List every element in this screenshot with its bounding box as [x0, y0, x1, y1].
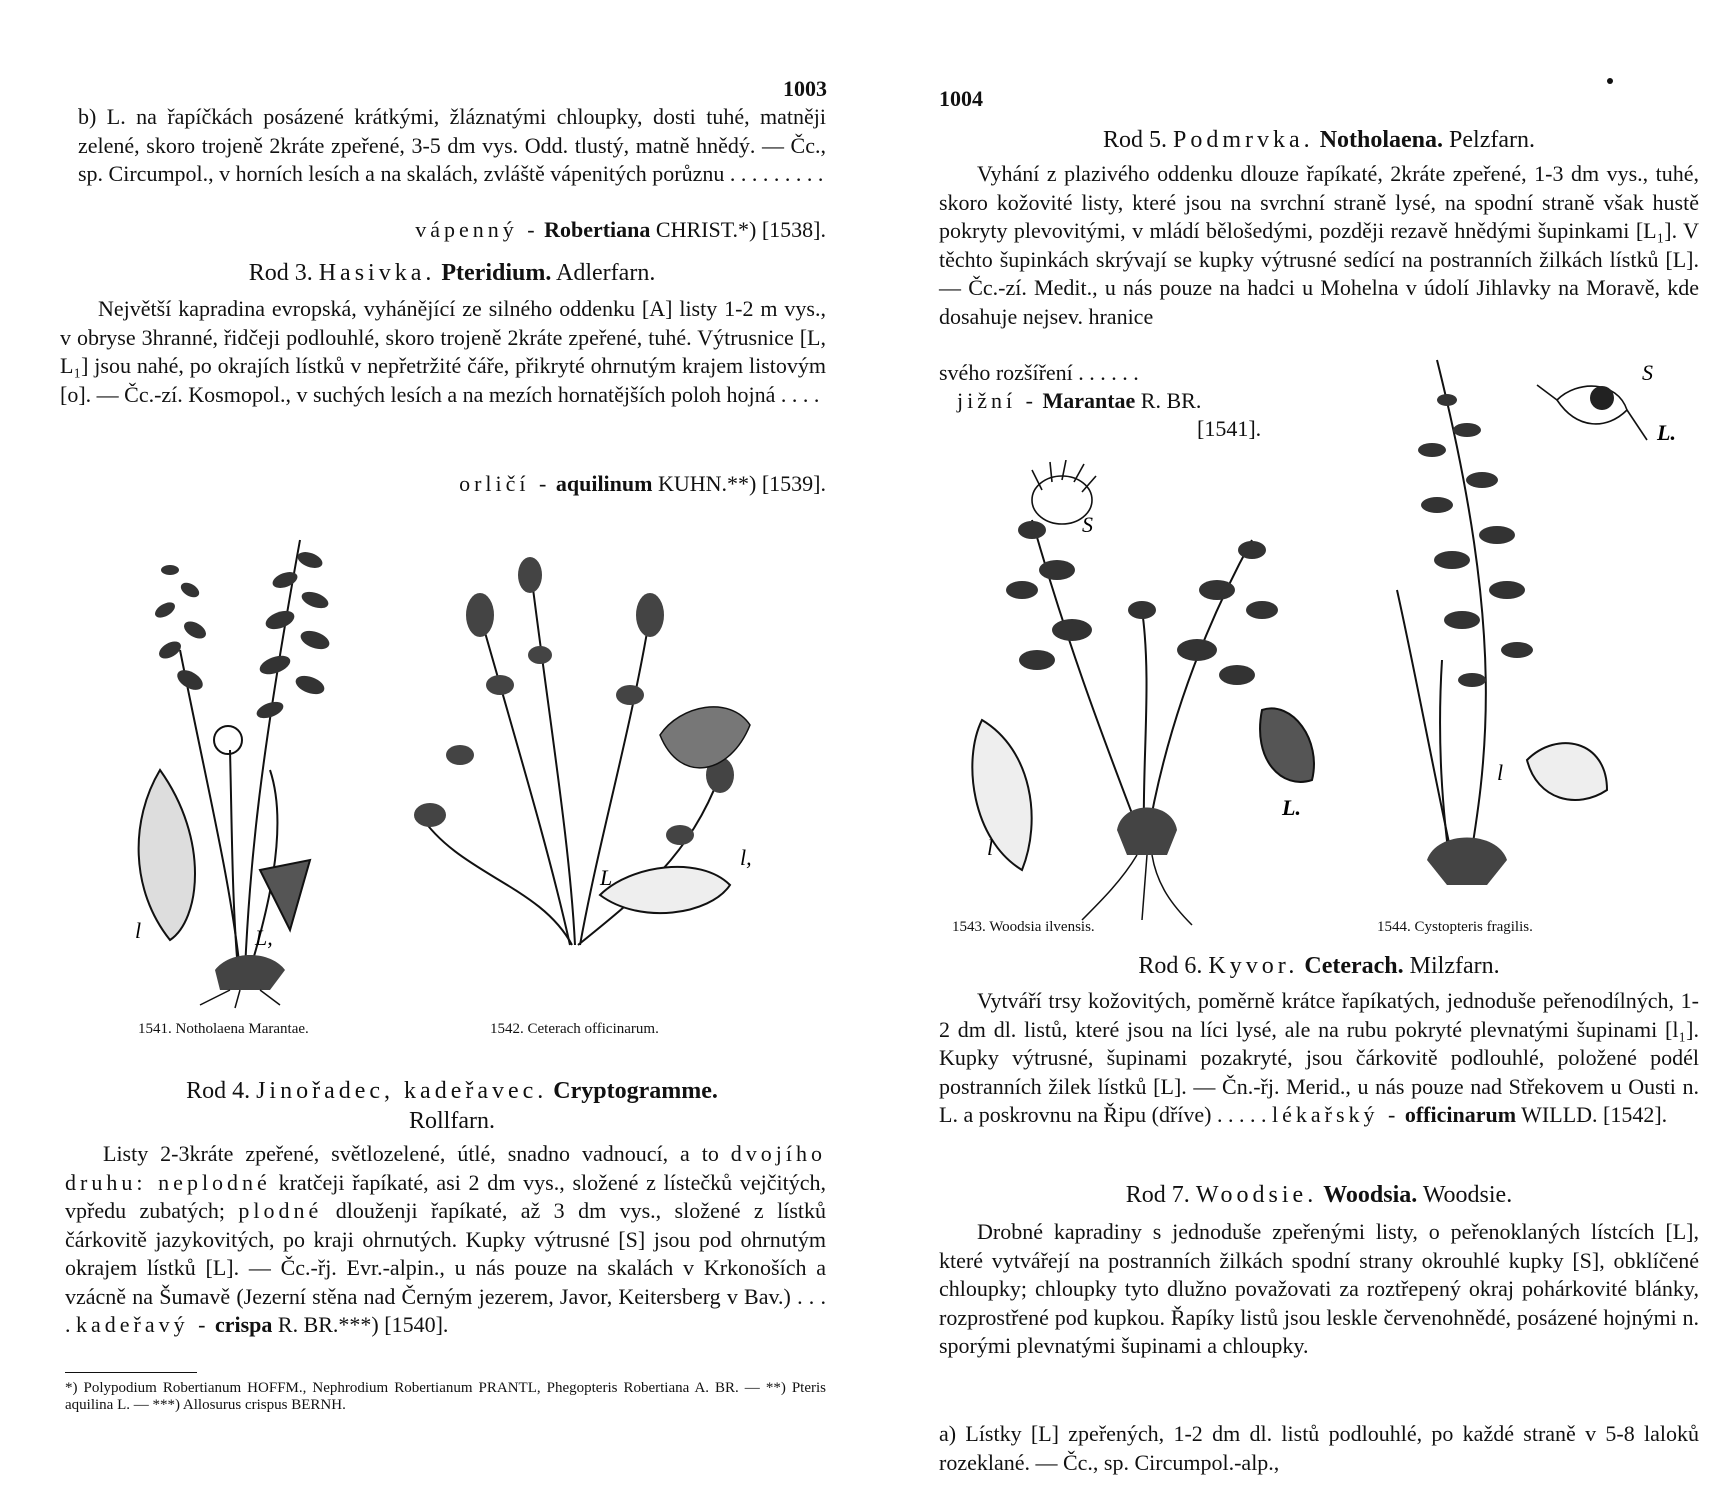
illustration-ceterach — [400, 555, 760, 975]
illustration-woodsia — [962, 460, 1342, 930]
rod-5-number: [1541]. — [1197, 416, 1262, 441]
caption-1542: 1542. Ceterach officinarum. — [490, 1021, 659, 1037]
svg-text:l,: l, — [740, 845, 752, 870]
rod-5-species: jižní - Marantae R. BR. — [957, 388, 1202, 413]
heading-rod-7: Rod 7. Woodsie. Woodsia. Woodsie. — [1125, 1182, 1513, 1208]
rod-3-description: Největší kapradina evropská, vyhánějící ze silného oddenku [A] listy 1-2 m vys., v obryse 3hranné, řidčeji podlouhlé, skoro trojeně 2kráte zpeřené, tuhé. Výtrusnice [L, L₁] jsou nahé, po okrajích lístků v nepřetržité čáře, přikryté ohrnutým krajem listovým [o]. — Čc.-zí. Kosmopol., v suchých lesích a na mezích hornatějších poloh hojná . . . . — [60, 296, 826, 407]
caption-1544: 1544. Cystopteris fragilis. — [1377, 919, 1533, 935]
illustration-cystopteris — [1357, 340, 1697, 930]
rod-5-description: Vyhání z plazivého oddenku dlouze řapíkaté, 2kráte zpeřené, 1-3 dm vys., tuhé, skoro kožovité listy, které jsou na svrchní straně lysé, na spodní straně však hustě pokryty plevovitými, v mládí bělošedými, později rezavě hnědými šupinkami [L₁]. V těchto šupinkách skrývají se kupky výtrusné sedící na postranních žilkách lístků [L]. — Čc.-zí. Medit., u nás pouze na hadci u Mohelna v údolí Jihlavky na Moravě, kde dosahuje nejsev. hranice — [939, 161, 1699, 329]
rod-5-end: svého rozšíření . . . . . . — [939, 360, 1139, 385]
heading-rod-6: Rod 6. Kyvor. Ceterach. Milzfarn. — [1138, 953, 1500, 979]
footnotes: *) Polypodium Robertianum HOFFM., Nephrodium Robertianum PRANTL, Phegopteris Robertiana A. BR. — **) Pteris aquilina L. — ***) Allosurus crispus BERNH. — [65, 1380, 826, 1413]
heading-rod-5: Rod 5. Podmrvka. Notholaena. Pelzfarn. — [1103, 127, 1535, 153]
entry-b-species: vápenný - Robertiana CHRIST.*) [1538]. — [415, 217, 826, 242]
svg-text:L.: L. — [1282, 795, 1301, 820]
caption-1543: 1543. Woodsia ilvensis. — [952, 919, 1095, 935]
rod-4-description: Listy 2-3kráte zpeřené, světlozelené, útlé, snadno vadnoucí, a to dvojího druhu: neplodné kratčeji řapíkaté, asi 2 dm vys., složené z lístečků vejčitých, vpředu zubatých; plodné dlouženji řapíkaté, až 3 dm vys., složené z lístků čárkovitě jazykovitých, po kraji ohrnutých. Kupky výtrusné [S] jsou pod ohrnutým okrajem lístků [L]. — Čc.-řj. Evr.-alpin., u nás pouze na skalách v Krkonoších a vzácně na Šumavě (Jezerní stěna nad Černým jezerem, Javor, Keitersberg v Bav.) . . . . kadeřavý - crispa R. BR.***) [1540]. — [65, 1141, 827, 1337]
svg-text:L,: L, — [255, 925, 273, 950]
svg-text:L.: L. — [1657, 420, 1676, 445]
heading-rod-4: Rod 4. Jinořadec, kadeřavec. Cryptogramme. Rollfarn. — [186, 1078, 718, 1134]
svg-text:l: l — [1497, 760, 1504, 785]
caption-1541: 1541. Notholaena Marantae. — [138, 1021, 309, 1037]
svg-text:S: S — [1642, 360, 1653, 385]
page-number: 1004 — [939, 86, 983, 111]
rod-7-key-a: a) Lístky [L] zpeřených, 1-2 dm dl. listů podlouhlé, po každé straně v 5-8 laloků rozeklané. — Čc., sp. Circumpol.-alp., — [939, 1421, 1699, 1475]
svg-text:l: l — [135, 918, 142, 943]
svg-text:L: L — [600, 865, 613, 890]
rod-3-species: orličí - aquilinum KUHN.**) [1539]. — [459, 471, 826, 496]
rod-6-description: Vytváří trsy kožovitých, poměrně krátce řapíkatých, jednoduše peřenodílných, 1-2 dm dl. listů, které jsou na líci lysé, ale na rubu pokryté plevnatými šupinami [l₁]. Kupky výtrusné, šupinami pozakryté, jsou čárkovitě podlouhlé, položené podél postranních žilek lístků [L]. — Čn.-řj. Merid., u nás pouze nad Střekovem u Ousti n. L. a poskrovnu na Řipu (dříve) . . . . . lékařský - officinarum WILLD. [1542]. — [939, 988, 1699, 1127]
footnote-rule — [65, 1372, 197, 1373]
svg-text:l: l — [987, 835, 994, 860]
right-page — [867, 0, 1734, 1501]
entry-b-body: b) L. na řapíčkách posázené krátkými, žláznatými chloupky, dosti tuhé, matněji zelené, skoro trojeně 2kráte zpeřené, 3-5 dm vys. Odd. tlustý, matně hnědý. — Čc., sp. Circumpol., v horních lesích a na skalách, zvláště vápenitých porůznu . . . . . . . . . — [78, 104, 826, 186]
svg-text:S: S — [1082, 512, 1093, 537]
print-speck — [1607, 78, 1613, 84]
page-number: 1003 — [783, 76, 827, 101]
entry-b-text — [78, 103, 826, 189]
illustration-notholaena — [120, 500, 380, 1010]
rod-7-description: Drobné kapradiny s jednoduše zpeřenými listy, o peřenoklaných lístcích [L], které vytvářejí na postranních žilkách spodní strany okrouhlé kupky [S], obklíčené chloupky; chloupky tyto dlužno považovati za roztřepený okraj pohárkovité blánky, rozprostřené pod kupkou. Řapíky listů jsou leskle červenohnědé, posázené hojnými n. sporými plevnatými šupinami a chloupky. — [939, 1219, 1699, 1358]
heading-rod-3: Rod 3. Hasivka. Pteridium. Adlerfarn. — [248, 260, 656, 286]
